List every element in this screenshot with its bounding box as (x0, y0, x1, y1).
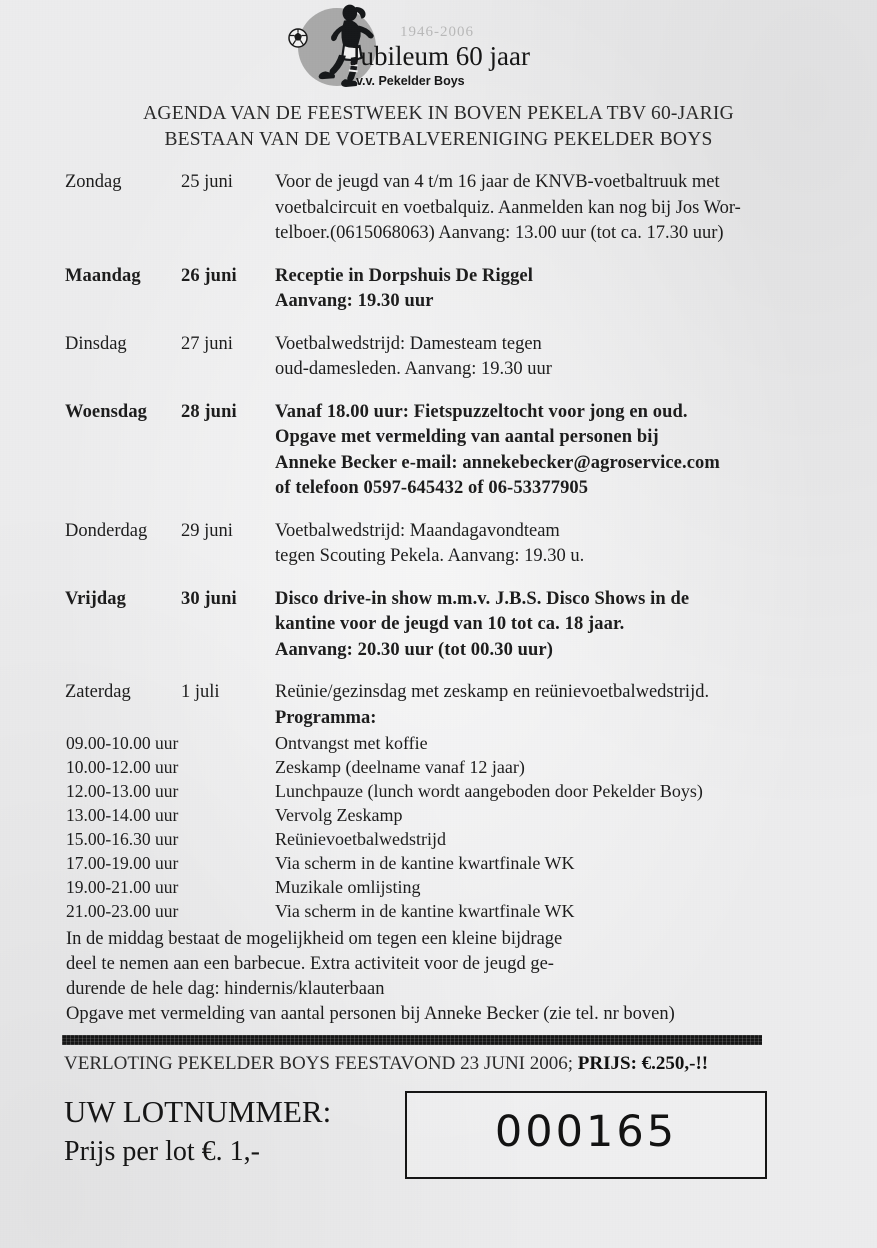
programma-time: 09.00-10.00 uur (66, 733, 179, 753)
agenda-day: Dinsdag (65, 333, 127, 354)
lot-number-value: 000165 (494, 1107, 678, 1157)
agenda-desc-line: Aanvang: 20.30 uur (tot 00.30 uur) (275, 639, 554, 660)
programma-activity: Vervolg Zeskamp (275, 805, 403, 825)
agenda-desc-line: Voetbalwedstrijd: Maandagavondteam (275, 520, 560, 541)
programma-row (0, 827, 877, 851)
programma-time: 12.00-13.00 uur (66, 781, 179, 801)
programma-row (0, 779, 877, 803)
agenda-day: Donderdag (65, 520, 148, 541)
agenda-date: 28 juni (181, 401, 237, 422)
agenda-description (275, 332, 775, 383)
agenda-desc-line: Receptie in Dorpshuis De Riggel (275, 265, 533, 286)
agenda-row-dinsdag (0, 332, 877, 383)
programma-activity: Via scherm in de kantine kwartfinale WK (275, 853, 575, 873)
agenda-desc-line-email: Anneke Becker e-mail: annekebecker@agroservice.com (275, 452, 720, 473)
agenda-desc-line: Voetbalwedstrijd: Damesteam tegen (275, 333, 542, 354)
agenda-description (275, 519, 775, 570)
agenda-row-vrijdag (0, 587, 877, 664)
agenda-desc-line: Aanvang: 19.30 uur (275, 291, 434, 311)
agenda-description (275, 587, 775, 664)
page-title-line-1: AGENDA VAN DE FEESTWEEK IN BOVEN PEKELA TBV 60-JARIG (143, 103, 734, 124)
agenda-day: Zaterdag (65, 682, 131, 702)
agenda-day: Woensdag (65, 401, 148, 422)
programma-time: 10.00-12.00 uur (66, 757, 179, 777)
programma-row (0, 875, 877, 899)
club-logo (288, 6, 588, 98)
agenda-description (275, 400, 775, 502)
programma-row (0, 731, 877, 755)
programma-label: Programma: (275, 707, 377, 728)
agenda-desc-line-phone: of telefoon 0597-645432 of 06-53377905 (275, 478, 589, 498)
programma-activity: Lunchpauze (lunch wordt aangeboden door Pekelder Boys) (275, 781, 703, 801)
section-divider-bar (62, 1035, 762, 1045)
logo-years: 1946-2006 (400, 24, 474, 40)
agenda-description (275, 170, 775, 247)
closing-line: In de middag bestaat de mogelijkheid om tegen een kleine bijdrage (66, 929, 563, 949)
agenda-date: 25 juni (181, 172, 233, 192)
agenda-desc-line: kantine voor de jeugd van 10 tot ca. 18 jaar. (275, 614, 625, 634)
agenda-day: Zondag (65, 172, 122, 192)
programma-row (0, 851, 877, 875)
agenda-desc-line: Opgave met vermelding van aantal personen bij (275, 427, 659, 447)
agenda-date: 27 juni (181, 333, 233, 354)
closing-line: Opgave met vermelding van aantal personen bij Anneke Becker (zie tel. nr boven) (66, 1004, 675, 1024)
programma-activity: Reünievoetbalwedstrijd (275, 829, 446, 849)
agenda-description (275, 264, 775, 315)
agenda-date: 26 juni (181, 265, 237, 286)
logo-title: Jubileum 60 jaar (350, 41, 530, 71)
agenda-desc-line: tegen Scouting Pekela. Aanvang: 19.30 u. (275, 546, 585, 566)
programma-activity: Zeskamp (deelname vanaf 12 jaar) (275, 757, 525, 777)
agenda-desc-line: Reünie/gezinsdag met zeskamp en reünievoetbalwedstrijd. (275, 682, 710, 702)
lot-number-label: UW LOTNUMMER: (64, 1094, 332, 1129)
agenda-date: 29 juni (181, 520, 233, 541)
agenda-list (0, 170, 877, 1027)
programma-row (0, 803, 877, 827)
lottery-banner (64, 1053, 708, 1075)
agenda-date: 30 juni (181, 588, 237, 609)
programma-time: 13.00-14.00 uur (66, 805, 179, 825)
programma-time: 21.00-23.00 uur (66, 901, 179, 921)
closing-paragraph (66, 927, 786, 1027)
programma-activity: Ontvangst met koffie (275, 733, 428, 753)
agenda-row-woensdag (0, 400, 877, 502)
agenda-desc-line: Voor de jeugd van 4 t/m 16 jaar de KNVB-voetbaltruuk met (275, 172, 720, 192)
logo-subtitle: v.v. Pekelder Boys (356, 74, 465, 88)
programma-time: 15.00-16.30 uur (66, 829, 179, 849)
page-title (0, 101, 877, 153)
agenda-day: Vrijdag (65, 588, 126, 609)
programma-time: 19.00-21.00 uur (66, 877, 179, 897)
agenda-desc-line: voetbalcircuit en voetbalquiz. Aanmelden kan nog bij Jos Wor- (275, 197, 741, 218)
agenda-row-zaterdag (0, 680, 877, 706)
agenda-row-donderdag (0, 519, 877, 570)
programma-activity: Muzikale omlijsting (275, 877, 421, 897)
programma-row (0, 899, 877, 923)
agenda-row-zondag (0, 170, 877, 247)
lot-price-label: Prijs per lot €. 1,- (64, 1136, 260, 1167)
agenda-row-maandag (0, 264, 877, 315)
agenda-date: 1 juli (181, 682, 220, 702)
programma-activity: Via scherm in de kantine kwartfinale WK (275, 901, 575, 921)
agenda-desc-line: Disco drive-in show m.m.v. J.B.S. Disco Shows in de (275, 588, 690, 609)
agenda-desc-line: oud-damesleden. Aanvang: 19.30 uur (275, 359, 552, 379)
programma-time: 17.00-19.00 uur (66, 853, 179, 873)
lot-number-box (405, 1091, 767, 1179)
closing-line: deel te nemen aan een barbecue. Extra activiteit voor de jeugd ge- (66, 954, 554, 974)
lottery-prize: PRIJS: €.250,-!! (577, 1053, 709, 1074)
agenda-desc-line: telboer.(0615068063) Aanvang: 13.00 uur (tot ca. 17.30 uur) (275, 223, 724, 243)
lottery-banner-text: VERLOTING PEKELDER BOYS FEESTAVOND 23 JUNI 2006; (64, 1053, 578, 1074)
programma-row (0, 755, 877, 779)
agenda-description (275, 680, 815, 706)
agenda-desc-line: Vanaf 18.00 uur: Fietspuzzeltocht voor jong en oud. (275, 401, 688, 422)
agenda-day: Maandag (65, 265, 141, 286)
closing-line: durende de hele dag: hindernis/klauterbaan (66, 979, 385, 999)
page-title-line-2: BESTAAN VAN DE VOETBALVERENIGING PEKELDER BOYS (164, 129, 713, 150)
